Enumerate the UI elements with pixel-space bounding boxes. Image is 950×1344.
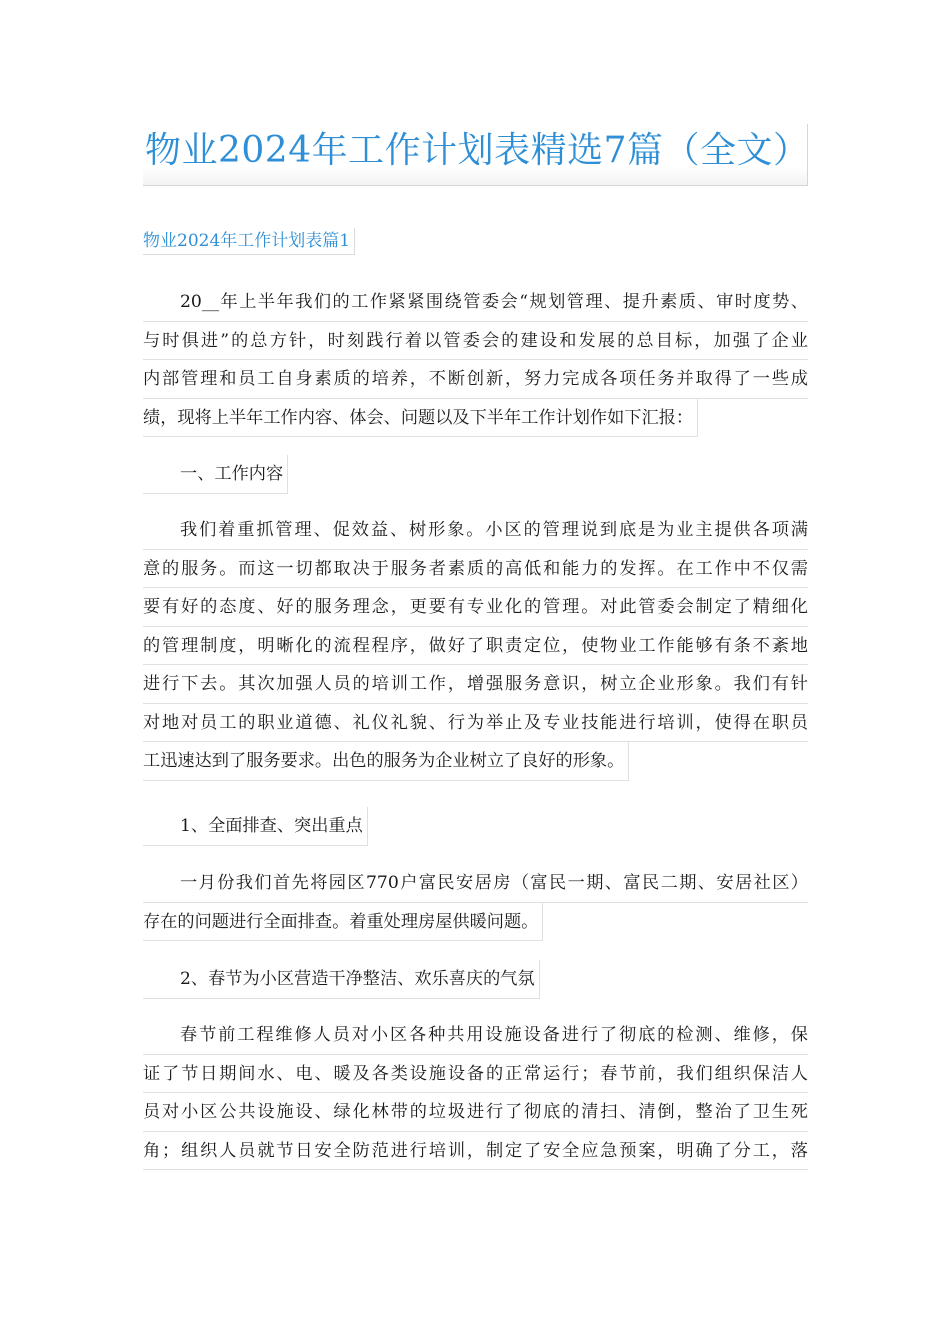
text-line: 对地对员工的职业道德、礼仪礼貌、行为举止及专业技能进行培训，使得在职员 [143,704,808,743]
text-line: 20__年上半年我们的工作紧紧围绕管委会“规划管理、提升素质、审时度势、 [143,283,808,322]
text-line: 员对小区公共设施设、绿化林带的垃圾进行了彻底的清扫、清倒，整治了卫生死 [143,1093,808,1132]
text-line: 我们着重抓管理、促效益、树形象。小区的管理说到底是为业主提供各项满 [143,511,808,550]
text-line: 进行下去。其次加强人员的培训工作，增强服务意识，树立企业形象。我们有针 [143,665,808,704]
text-line: 角；组织人员就节日安全防范进行培训，制定了安全应急预案，明确了分工，落 [143,1132,808,1171]
text-line: 要有好的态度、好的服务理念，更要有专业化的管理。对此管委会制定了精细化 [143,588,808,627]
text-line: 与时俱进”的总方针，时刻践行着以管委会的建设和发展的总目标，加强了企业 [143,322,808,361]
text-line: 工迅速达到了服务要求。出色的服务为企业树立了良好的形象。 [143,742,629,781]
work-content-paragraph [143,511,808,795]
text-line: 春节前工程维修人员对小区各种共用设施设备进行了彻底的检测、维修，保 [143,1016,808,1055]
heading-work-content [143,455,808,508]
intro-paragraph [143,283,808,452]
text-line: 一、工作内容 [143,455,288,494]
text-line: 内部管理和员工自身素质的培养，不断创新，努力完成各项任务并取得了一些成 [143,360,808,399]
text-line: 的管理制度，明晰化的流程程序，做好了职责定位，使物业工作能够有条不紊地 [143,627,808,666]
text-line: 存在的问题进行全面排查。着重处理房屋供暖问题。 [143,903,543,942]
section-title: 物业2024年工作计划表篇1 [143,228,355,255]
heading-item-1 [143,807,808,860]
item-1-paragraph [143,864,808,956]
text-line: 证了节日期间水、电、暖及各类设施设备的正常运行；春节前，我们组织保洁人 [143,1055,808,1094]
document-title: 物业2024年工作计划表精选7篇（全文） [143,124,808,186]
heading-item-2 [143,960,808,1013]
text-line: 绩，现将上半年工作内容、体会、问题以及下半年工作计划作如下汇报： [143,399,698,438]
text-line: 一月份我们首先将园区770户富民安居房（富民一期、富民二期、安居社区） [143,864,808,903]
item-2-paragraph [143,1016,808,1170]
text-line: 意的服务。而这一切都取决于服务者素质的高低和能力的发挥。在工作中不仅需 [143,550,808,589]
text-line: 2、春节为小区营造干净整洁、欢乐喜庆的气氛 [143,960,540,999]
text-line: 1、全面排查、突出重点 [143,807,368,846]
